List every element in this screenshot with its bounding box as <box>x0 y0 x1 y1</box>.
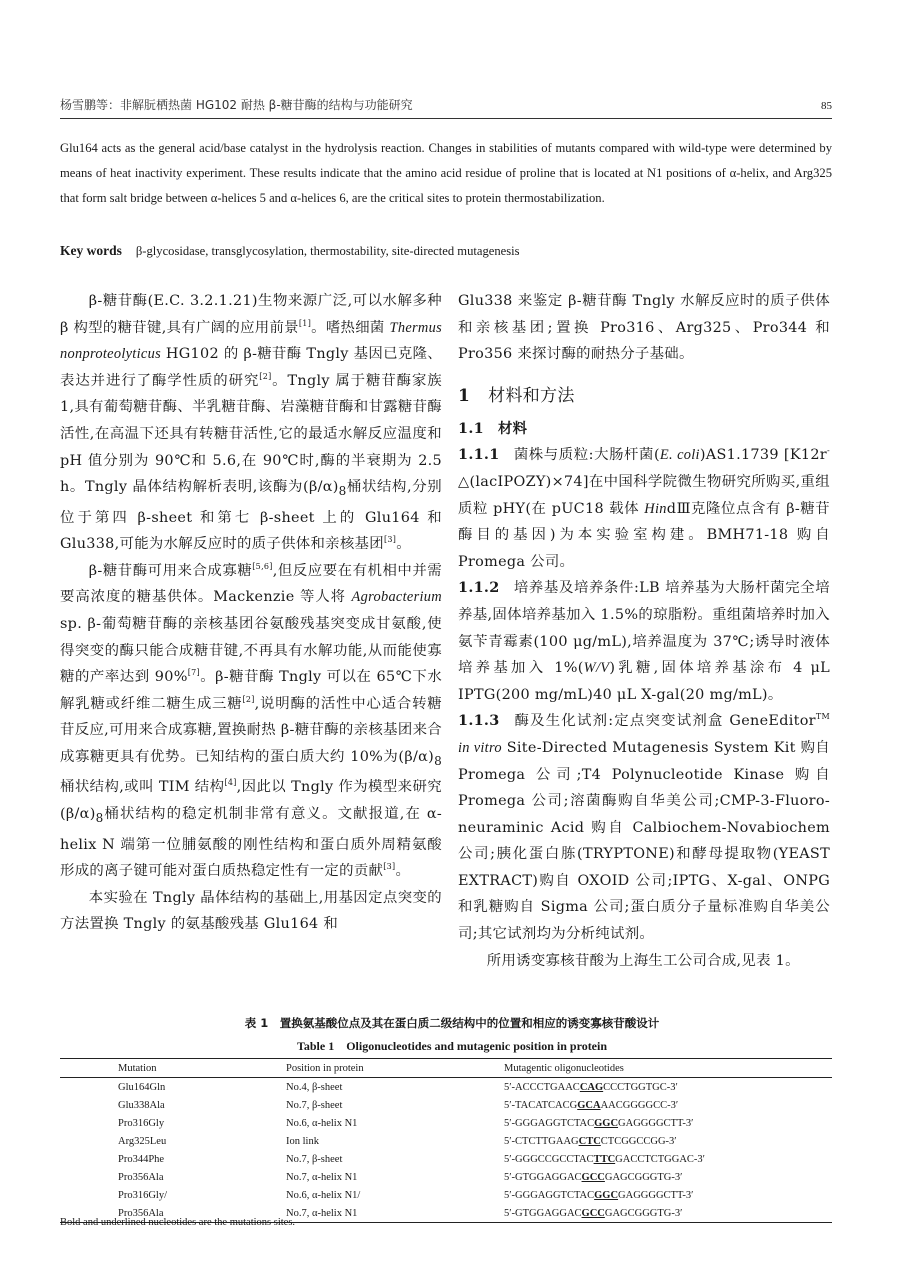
mutation-site: GGC <box>594 1189 619 1201</box>
text-run: ,说明酶的活性中心适合转糖苷反应,可用来合成寡糖,置换耐热 β-糖苷酶的亲核基团来合成寡糖更具有优势。已知结构的蛋白质大约 10%为(β/α) <box>60 695 442 765</box>
superscript: [3] <box>383 535 397 545</box>
running-title: 杨雪鹏等：非解朊栖热菌 HG102 耐热 β-糖苷酶的结构与功能研究 <box>60 98 413 112</box>
superscript: [2] <box>259 371 272 381</box>
abstract-continuation: Glu164 acts as the general acid/base catalyst in the hydrolysis reaction. Changes in stabilities of mutants compared with wild-type were determined by means of heat inactivity experiment. These results indicate that the amino acid residue of proline that is located at N1 positions of α-helix, and Arg325 that form salt bridge between α-helices 5 and α-helices 6, are the critical sites to protein thermostabilization. <box>60 141 832 205</box>
text-run: 桶状结构,或叫 TIM 结构 <box>60 779 225 796</box>
column-header: Mutation <box>118 1062 157 1074</box>
oligo-cell: 5′-CTCTTGAAGCTCCTCGGCCGG-3′ <box>504 1135 677 1147</box>
text-run: 桶状结构的稳定机制非常有意义。文献报道,在 α-helix N 端第一位脯氨酸的刚性结构和蛋白质外周精氨酸形成的离子键可能对蛋白质热稳定性有一定的贡献 <box>60 806 442 880</box>
mutation-cell: Pro316Gly/ <box>118 1189 168 1201</box>
position-cell: Ion link <box>286 1135 319 1147</box>
table-row <box>60 1168 832 1186</box>
oligo-cell: 5′-GGGAGGTCTACGGCGAGGGGCTT-3′ <box>504 1189 694 1201</box>
mutation-cell: Pro356Ala <box>118 1207 164 1219</box>
text-run: β-糖苷酶可用来合成寡糖 <box>88 562 253 579</box>
paragraph <box>458 288 830 368</box>
italic-text: in vitro <box>458 739 502 756</box>
mutation-cell: Pro344Phe <box>118 1153 165 1165</box>
mutation-cell: Glu164Gln <box>118 1081 166 1093</box>
position-cell: No.7, α-helix N1 <box>286 1171 358 1183</box>
text-run: △(lacIPOZY)×74]在中国科学院微生物研究所购买,重组质粒 pHY(在 pUC18 载体 <box>458 473 830 517</box>
position-cell: No.6, α-helix N1 <box>286 1117 358 1129</box>
text-run: 。Tngly 属于糖苷酶家族 1,具有葡萄糖苷酶、半乳糖苷酶、岩藻糖苷酶和甘露糖苷酶活性,在高温下还具有转糖苷活性,它的最适水解反应温度和 pH 值分别为 90℃和 5.6,在 90℃时,酶的半衰期为 2.5 h。Tngly 晶体结构解析表明,该酶为(β/α) <box>60 372 442 496</box>
mutation-site: GCA <box>577 1099 601 1111</box>
oligo-cell: 5′-GGGCCGCCTACTTCGACCTCTGGAC-3′ <box>504 1153 705 1165</box>
mutation-site: CAG <box>579 1081 604 1093</box>
text-run: 培养基及培养条件:LB 培养基为大肠杆菌完全培养基,固体培养基加入 1.5%的琼脂粉。重组菌培养时加入氨苄青霉素(100 μg/mL),培养温度为 37℃;诱导时液体培养基加入 1%( <box>458 580 830 677</box>
paragraph <box>60 885 442 938</box>
subsubsection-1-1-1: 1.1.1 菌株与质粒:大肠杆菌(E. coli)AS1.1739 [K12r- △(lacIPOZY)×74]在中国科学院微生物研究所购买,重组质粒 pHY(在 pUC18 载体 HindⅢ克隆位点含有 β-糖苷酶目的基因)为本实验室构建。BMH71-18 购自 Promega 公司。 <box>458 446 831 570</box>
text-run: 。 <box>395 863 411 880</box>
mutation-cell: Pro316Gly <box>118 1117 165 1129</box>
text-run: dⅢ克隆位点含有 β-糖苷酶目的基因)为本实验室构建。BMH71-18 购自 Promega 公司。 <box>458 500 830 570</box>
mutation-site: GGC <box>594 1117 619 1129</box>
oligo-cell: 5′-GTGGAGGACGCCGAGCGGGTG-3′ <box>504 1171 683 1183</box>
subscript: 8 <box>434 753 442 768</box>
paragraph <box>458 948 830 975</box>
superscript: [1] <box>298 318 312 328</box>
table-row <box>60 1096 832 1114</box>
keywords <box>60 243 520 259</box>
text-run: sp. β-葡萄糖苷酶的亲核基团谷氨酸残基突变成甘氨酸,使得突变的酶只能合成糖苷键,不再具有水解功能,从而能使寡糖的产率达到 90% <box>60 616 442 686</box>
text-run: ,但反应要在有机相中并需要高浓度的糖基供体。Mackenzie 等人将 <box>60 562 442 606</box>
italic-text: Agrobacterium <box>351 589 442 606</box>
text-run: 本实验在 Tngly 晶体结构的基础上,用基因定点突变的方法置换 Tngly 的氨基酸残基 Glu164 和 <box>60 889 442 933</box>
italic-text: E. coli <box>659 447 700 464</box>
oligo-cell: 5′-TACATCACGGCAAACGGGGCC-3′ <box>504 1099 679 1111</box>
paragraph <box>60 288 442 558</box>
table-row <box>60 1186 832 1204</box>
text-run: Site-Directed Mutagenesis System Kit 购自 Promega 公司;T4 Polynucleotide Kinase 购自 Promega 公司;溶菌酶购自华美公司;CMP-3-Fluoro-neuraminic Acid 购自 Calbiochem-Novabiochem 公司;胰化蛋白胨(TRYPTONE)和酵母提取物(YEAST EXTRACT)购自 OXOID 公司;IPTG、X-gal、ONPG 和乳糖购自 Sigma 公司;蛋白质分子量标准购自华美公司;其它试剂均为分析纯试剂。 <box>458 739 831 943</box>
text-run: 菌株与质粒:大肠杆菌( <box>513 447 660 464</box>
text-run: 。嗜热细菌 <box>311 319 390 336</box>
italic-text: Hin <box>644 500 667 517</box>
italic-text: W/V <box>583 660 610 677</box>
mutation-site: GCC <box>581 1207 605 1219</box>
superscript: - <box>827 446 831 456</box>
table-caption-cn: 表 1 置换氨基酸位点及其在蛋白质二级结构中的位置和相应的诱变寡核苷酸设计 <box>244 1016 660 1030</box>
keywords-label: Key words <box>60 243 122 258</box>
text-run: )乳糖,固体培养基涂布 4 μL IPTG(200 mg/mL)40 μL X-gal(20 mg/mL)。 <box>458 660 831 703</box>
table-row <box>60 1132 832 1150</box>
position-cell: No.7, β-sheet <box>286 1099 343 1111</box>
table-row <box>60 1114 832 1132</box>
position-cell: No.6, α-helix N1/ <box>286 1189 361 1201</box>
superscript: [7] <box>187 668 200 678</box>
subsubsection-1-1-2: 1.1.2 培养基及培养条件:LB 培养基为大肠杆菌完全培养基,固体培养基加入 1.5%的琼脂粉。重组菌培养时加入氨苄青霉素(100 μg/mL),培养温度为 37℃;诱导时液体培养基加入 1%(W/V)乳糖,固体培养基涂布 4 μL IPTG(200 mg/mL)40 μL X-gal(20 mg/mL)。 <box>458 579 831 703</box>
column-header: Mutagentic oligonucleotides <box>504 1062 624 1074</box>
table-row <box>60 1078 832 1097</box>
mutation-cell: Arg325Leu <box>118 1135 167 1147</box>
oligo-cell: 5′-GTGGAGGACGCCGAGCGGGTG-3′ <box>504 1207 683 1219</box>
superscript: TM <box>815 712 830 722</box>
mutation-site: TTC <box>593 1153 616 1165</box>
italic-text: Thermus nonproteolyticus <box>60 319 443 363</box>
text-run: ,因此以 Tngly 作为模型来研究(β/α) <box>60 779 442 823</box>
section-heading: 1 材料和方法 <box>458 385 575 406</box>
subscript: 8 <box>95 810 104 825</box>
keywords-text: β-glycosidase, transglycosylation, thermostability, site-directed mutagenesis <box>135 244 520 258</box>
text-run: 酶及生化试剂:定点突变试剂盒 GeneEditor <box>513 713 816 730</box>
table-footnote: Bold and underlined nucleotides are the mutations sites. <box>60 1217 296 1228</box>
text-run: 桶状结构,分别位于第四 β-sheet 和第七 β-sheet 上的 Glu164 和 Glu338,可能为水解反应时的质子供体和亲核基团 <box>60 479 442 553</box>
left-column <box>60 288 442 938</box>
running-header <box>60 96 832 119</box>
text-run: HG102 的 β-糖苷酶 Tngly 基因已克隆、表达并进行了酶学性质的研究 <box>60 346 442 389</box>
mutation-cell: Glu338Ala <box>118 1099 165 1111</box>
superscript: [4] <box>224 778 237 788</box>
paragraph <box>60 558 442 885</box>
table-caption-en: Table 1 Oligonucleotides and mutagenic position in protein <box>296 1039 608 1053</box>
table-row <box>60 1150 832 1168</box>
column-header: Position in protein <box>286 1062 364 1074</box>
mutation-cell: Pro356Ala <box>118 1171 164 1183</box>
superscript: [2] <box>242 694 255 704</box>
position-cell: No.4, β-sheet <box>286 1081 343 1093</box>
mutation-site: CTC <box>578 1135 601 1147</box>
text-run: Glu338 来鉴定 β-糖苷酶 Tngly 水解反应时的质子供体和亲核基团;置换 Pro316、Arg325、Pro344 和 Pro356 来探讨酶的耐热分子基础。 <box>458 293 830 363</box>
text-run: 所用诱变寡核苷酸为上海生工公司合成,见表 1。 <box>486 952 800 969</box>
oligonucleotide-table <box>60 1058 832 1223</box>
text-run: 。β-糖苷酶 Tngly 可以在 65℃下水解乳糖或纤维二糖生成三糖 <box>60 669 443 712</box>
oligo-cell: 5′-ACCCTGAACCAGCCCTGGTGC-3′ <box>504 1081 678 1093</box>
position-cell: No.7, β-sheet <box>286 1153 343 1165</box>
mutation-site: GCC <box>581 1171 605 1183</box>
page-number: 85 <box>821 100 832 112</box>
subsection-heading: 1.1 材料 <box>458 419 528 437</box>
superscript: [3] <box>383 862 396 872</box>
subsubsection-1-1-3: 1.1.3 酶及生化试剂:定点突变试剂盒 GeneEditor™ in vitro Site-Directed Mutagenesis System Kit 购自 Promega 公司;T4 Polynucleotide Kinase 购自 Promega 公司;溶菌酶购自华美公司;CMP-3-Fluoro-neuraminic Acid 购自 Calbiochem-Novabiochem 公司;胰化蛋白胨(TRYPTONE)和酵母提取物(YEAST EXTRACT)购自 OXOID 公司;IPTG、X-gal、ONPG 和乳糖购自 Sigma 公司;蛋白质分子量标准购自华美公司;其它试剂均为分析纯试剂。 <box>458 712 831 943</box>
table-header-row <box>60 1059 832 1078</box>
position-cell: No.7, α-helix N1 <box>286 1207 358 1219</box>
right-column <box>458 288 830 974</box>
text-run: β-糖苷酶(E.C. 3.2.1.21)生物来源广泛,可以水解多种 β 构型的糖苷键,具有广阔的应用前景 <box>60 293 442 336</box>
text-run: )AS1.1739 [K12r <box>699 447 827 464</box>
oligo-cell: 5′-GGGAGGTCTACGGCGAGGGGCTT-3′ <box>504 1117 694 1129</box>
superscript: [5,6] <box>252 562 273 572</box>
text-run: 。 <box>396 536 411 553</box>
subscript: 8 <box>338 484 347 499</box>
